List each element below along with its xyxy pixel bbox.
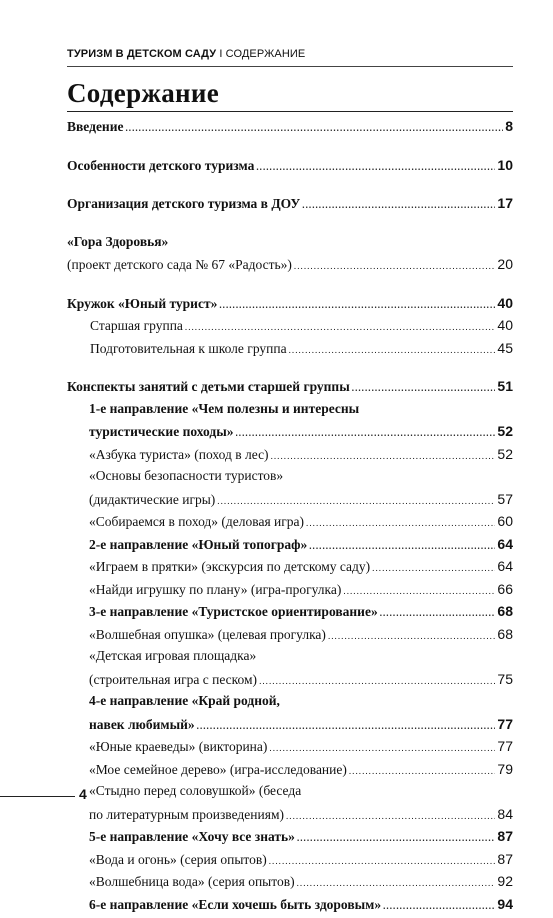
leader-dots — [297, 829, 495, 845]
toc-entry — [67, 295, 513, 318]
leader-dots — [294, 257, 496, 273]
running-header — [67, 48, 305, 60]
toc-entry — [67, 256, 513, 279]
toc-entry — [67, 716, 513, 739]
toc-entry — [67, 513, 513, 536]
toc-entry — [67, 806, 513, 829]
toc-entry-title: «Волшебница вода» (серия опытов) — [89, 874, 295, 890]
toc-entry-title: 1-е направление «Чем полезны и интересны — [89, 401, 359, 417]
leader-dots — [349, 762, 496, 778]
toc-entry — [67, 157, 513, 180]
toc-entry-title: 5-е направление «Хочу все знать» — [89, 829, 295, 845]
toc-entry — [67, 491, 513, 514]
leader-dots — [217, 492, 495, 508]
toc-entry — [67, 761, 513, 784]
toc-entry-title: «Детская игровая площадка» — [89, 648, 256, 664]
leader-dots — [185, 318, 496, 334]
leader-dots — [309, 537, 495, 553]
toc-entry — [67, 873, 513, 896]
toc-entry-title: Старшая группа — [90, 318, 183, 334]
toc-entry — [67, 468, 513, 491]
toc-entry — [67, 340, 513, 363]
toc-page-number: 52 — [497, 446, 513, 462]
leader-dots — [352, 379, 496, 395]
toc-entry-title: 4-е направление «Край родной, — [89, 693, 280, 709]
header-separator: I — [219, 48, 222, 60]
toc-page-number: 87 — [497, 851, 513, 867]
toc-page-number: 94 — [497, 896, 513, 912]
toc-page-number: 79 — [497, 761, 513, 777]
toc-entry-title: «Основы безопасности туристов» — [89, 468, 283, 484]
toc-entry — [67, 423, 513, 446]
leader-dots — [328, 627, 495, 643]
toc-page-number: 66 — [497, 581, 513, 597]
toc-entry-title: Введение — [67, 119, 123, 135]
toc-page-number: 20 — [497, 256, 513, 272]
toc-page-number: 10 — [497, 157, 513, 173]
toc-entry-title: Организация детского туризма в ДОУ — [67, 196, 300, 212]
toc-entry — [67, 378, 513, 401]
toc-entry — [67, 671, 513, 694]
toc-page-number: 87 — [497, 828, 513, 844]
toc-page-number: 77 — [497, 716, 513, 732]
toc-page-number: 51 — [497, 378, 513, 394]
toc-entry — [67, 401, 513, 424]
toc-entry — [67, 234, 513, 257]
toc-entry-title: «Вода и огонь» (серия опытов) — [89, 852, 267, 868]
leader-dots — [256, 158, 495, 174]
toc-entry — [67, 581, 513, 604]
toc-entry-title: туристические походы» — [89, 424, 234, 440]
toc-page-number: 68 — [497, 603, 513, 619]
toc-entry-title: «Найди игрушку по плану» (игра-прогулка) — [89, 582, 341, 598]
leader-dots — [297, 874, 496, 890]
page-title: Содержание — [67, 78, 219, 109]
toc-entry-title: 2-е направление «Юный топограф» — [89, 537, 307, 553]
toc-entry-title: (строительная игра с песком) — [89, 672, 257, 688]
leader-dots — [197, 717, 496, 733]
toc-entry-title: (дидактические игры) — [89, 492, 215, 508]
toc-entry — [67, 118, 513, 141]
leader-dots — [269, 739, 495, 755]
toc-entry — [67, 896, 513, 918]
toc-entry-title: «Волшебная опушка» (целевая прогулка) — [89, 627, 326, 643]
toc-entry-title: по литературным произведениям) — [89, 807, 284, 823]
toc-entry — [67, 446, 513, 469]
toc-entry-title: «Юные краеведы» (викторина) — [89, 739, 267, 755]
toc-page-number: 40 — [497, 317, 513, 333]
toc-entry — [67, 828, 513, 851]
toc-entry-title: «Собираемся в поход» (деловая игра) — [89, 514, 304, 530]
toc-entry-title: «Стыдно перед соловушкой» (беседа — [89, 783, 301, 799]
toc-page-number: 64 — [497, 558, 513, 574]
toc-entry — [67, 536, 513, 559]
table-of-contents — [67, 118, 513, 918]
leader-dots — [302, 196, 495, 212]
leader-dots — [269, 852, 496, 868]
toc-page-number: 64 — [497, 536, 513, 552]
toc-page-number: 45 — [497, 340, 513, 356]
toc-entry-title: Конспекты занятий с детьми старшей группы — [67, 379, 350, 395]
toc-entry — [67, 851, 513, 874]
toc-page-number: 77 — [497, 738, 513, 754]
toc-page-number: 68 — [497, 626, 513, 642]
toc-entry-title: навек любимый» — [89, 717, 195, 733]
toc-entry — [67, 693, 513, 716]
toc-entry — [67, 317, 513, 340]
toc-entry — [67, 738, 513, 761]
leader-dots — [372, 559, 495, 575]
toc-entry — [67, 626, 513, 649]
toc-entry-title: 3-е направление «Туристское ориентирование» — [89, 604, 378, 620]
leader-dots — [286, 807, 495, 823]
toc-entry-title: «Гора Здоровья» — [67, 234, 168, 250]
toc-entry-title: «Азбука туриста» (поход в лес) — [89, 447, 269, 463]
page-number: 4 — [79, 786, 87, 802]
leader-dots — [125, 119, 503, 135]
leader-dots — [380, 604, 496, 620]
toc-page-number: 60 — [497, 513, 513, 529]
header-section: СОДЕРЖАНИЕ — [226, 48, 306, 60]
toc-entry — [67, 648, 513, 671]
toc-page-number: 40 — [497, 295, 513, 311]
toc-entry-title: Кружок «Юный турист» — [67, 296, 217, 312]
toc-entry — [67, 195, 513, 218]
leader-dots — [343, 582, 495, 598]
footer-rule — [0, 796, 75, 797]
toc-entry-title: Особенности детского туризма — [67, 158, 254, 174]
title-rule — [67, 111, 513, 112]
toc-entry-title: «Мое семейное дерево» (игра-исследование) — [89, 762, 347, 778]
toc-page-number: 57 — [497, 491, 513, 507]
toc-entry-title: 6-е направление «Если хочешь быть здоровым» — [89, 897, 381, 913]
book-title: ТУРИЗМ В ДЕТСКОМ САДУ — [67, 48, 216, 60]
leader-dots — [219, 296, 495, 312]
toc-page-number: 52 — [497, 423, 513, 439]
toc-page-number: 84 — [497, 806, 513, 822]
header-rule — [67, 66, 513, 67]
toc-page-number: 75 — [497, 671, 513, 687]
leader-dots — [236, 424, 496, 440]
toc-entry — [67, 558, 513, 581]
toc-entry — [67, 783, 513, 806]
leader-dots — [259, 672, 495, 688]
toc-entry-title: «Играем в прятки» (экскурсия по детскому саду) — [89, 559, 370, 575]
toc-page-number: 92 — [497, 873, 513, 889]
leader-dots — [289, 341, 496, 357]
toc-page-number: 8 — [505, 118, 513, 134]
toc-entry-title: (проект детского сада № 67 «Радость») — [67, 257, 292, 273]
leader-dots — [306, 514, 495, 530]
toc-entry — [67, 603, 513, 626]
toc-entry-title: Подготовительная к школе группа — [90, 341, 287, 357]
toc-page-number: 17 — [497, 195, 513, 211]
leader-dots — [383, 897, 495, 913]
leader-dots — [271, 447, 496, 463]
